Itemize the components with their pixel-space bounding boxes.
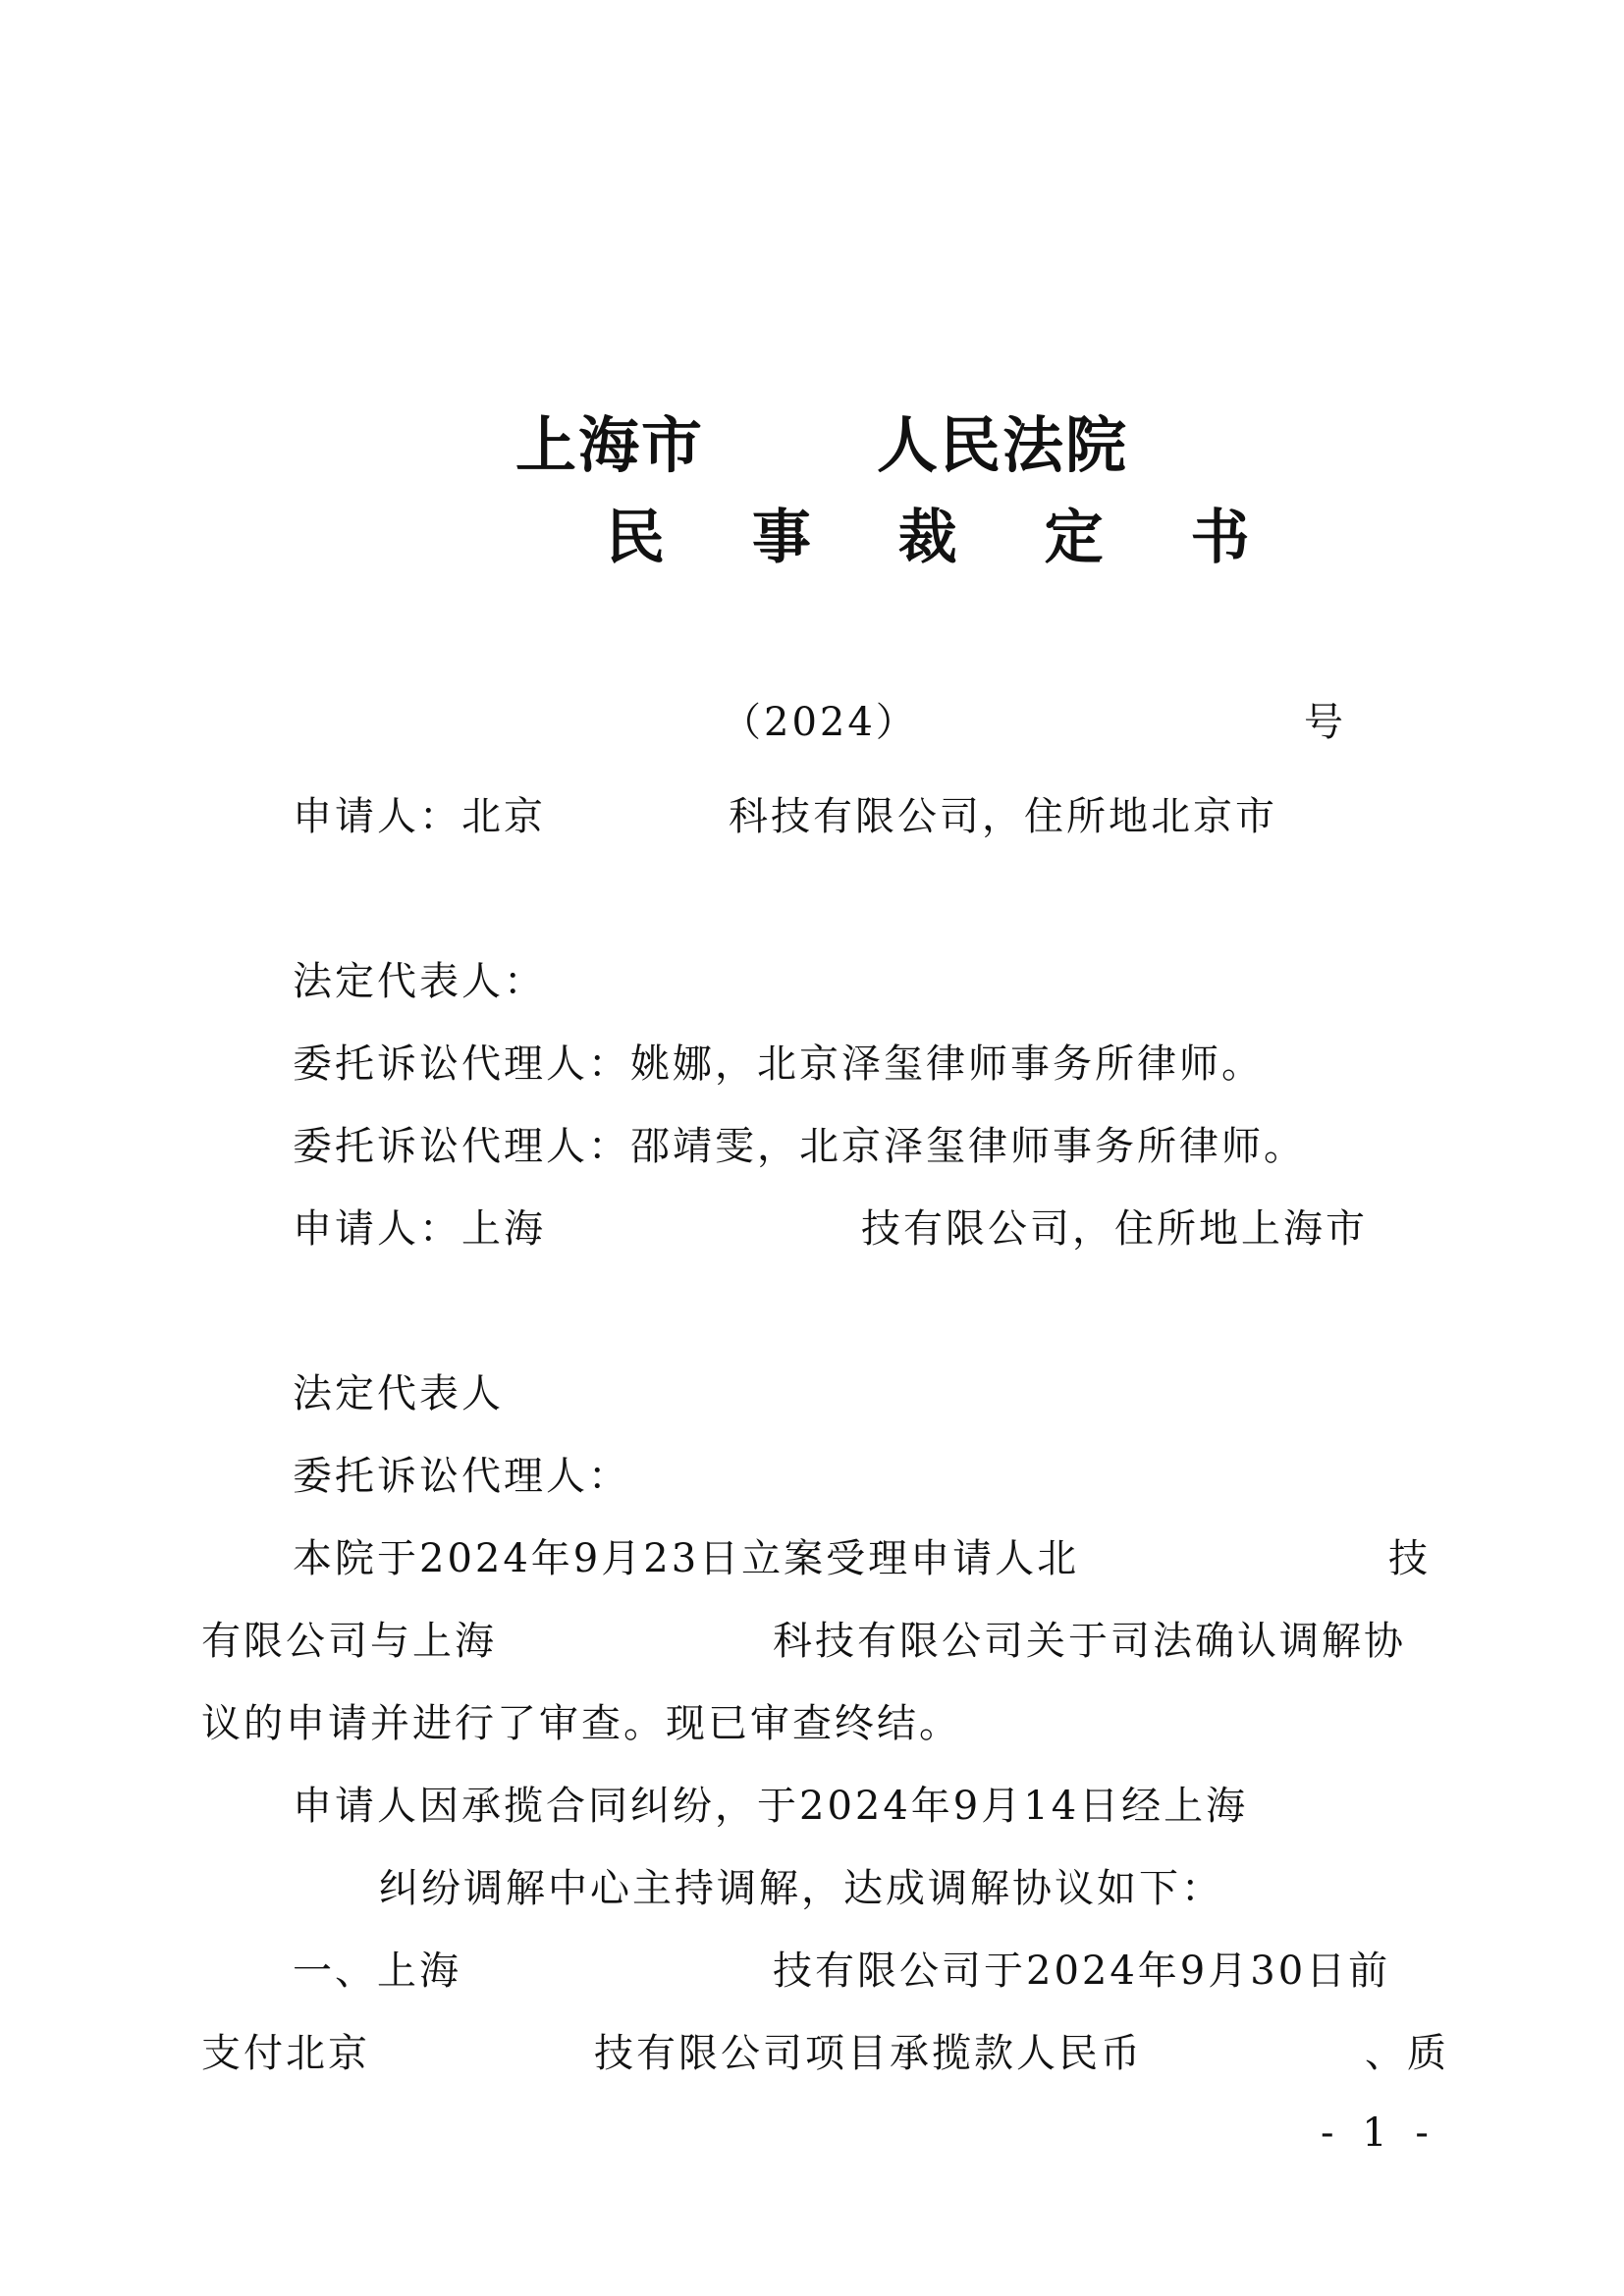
page-number: - 1 -	[1321, 2110, 1436, 2156]
applicant1-agent-1: 委托诉讼代理人：姚娜，北京泽玺律师事务所律师。	[293, 1041, 1264, 1087]
applicant1-label: 申请人：北京	[293, 794, 546, 839]
clause1-line1-left: 一、上海	[293, 1949, 461, 1994]
applicant1-agent-2: 委托诉讼代理人：邵靖雯，北京泽玺律师事务所律师。	[293, 1124, 1306, 1169]
document-type-title: 民 事 裁 定 书	[606, 504, 1283, 572]
court-name-part1: 上海市	[515, 409, 705, 481]
clause1-line2-left: 支付北京	[201, 2031, 370, 2076]
applicant1-legal-rep: 法定代表人：	[293, 959, 546, 1004]
case-number-year: （2024）	[722, 700, 918, 745]
paragraph1-line2-left: 有限公司与上海	[201, 1619, 497, 1664]
paragraph2-line2: 纠纷调解中心主持调解，达成调解协议如下：	[379, 1866, 1223, 1911]
paragraph1-line2-right: 科技有限公司关于司法确认调解协	[773, 1619, 1406, 1664]
paragraph1-line1-left: 本院于2024年9月23日立案受理申请人北	[293, 1536, 1080, 1581]
court-name-part2: 人民法院	[877, 409, 1129, 481]
applicant2-legal-rep: 法定代表人	[293, 1371, 504, 1416]
applicant2-label: 申请人：上海	[293, 1206, 546, 1252]
applicant2-detail: 技有限公司，住所地上海市	[861, 1206, 1368, 1252]
applicant2-agent: 委托诉讼代理人：	[293, 1454, 630, 1499]
clause1-line1-right: 技有限公司于2024年9月30日前	[773, 1949, 1391, 1994]
paragraph1-line3: 议的申请并进行了审查。现已审查终结。	[201, 1701, 961, 1746]
clause1-line2-mid: 技有限公司项目承揽款人民币	[594, 2031, 1143, 2076]
paragraph1-line1-right: 技	[1388, 1536, 1431, 1581]
case-number-suffix: 号	[1304, 700, 1346, 745]
clause1-line2-right: 、质	[1365, 2031, 1449, 2076]
paragraph2-line1: 申请人因承揽合同纠纷，于2024年9月14日经上海	[293, 1784, 1249, 1829]
applicant1-detail: 科技有限公司，住所地北京市	[729, 794, 1277, 839]
